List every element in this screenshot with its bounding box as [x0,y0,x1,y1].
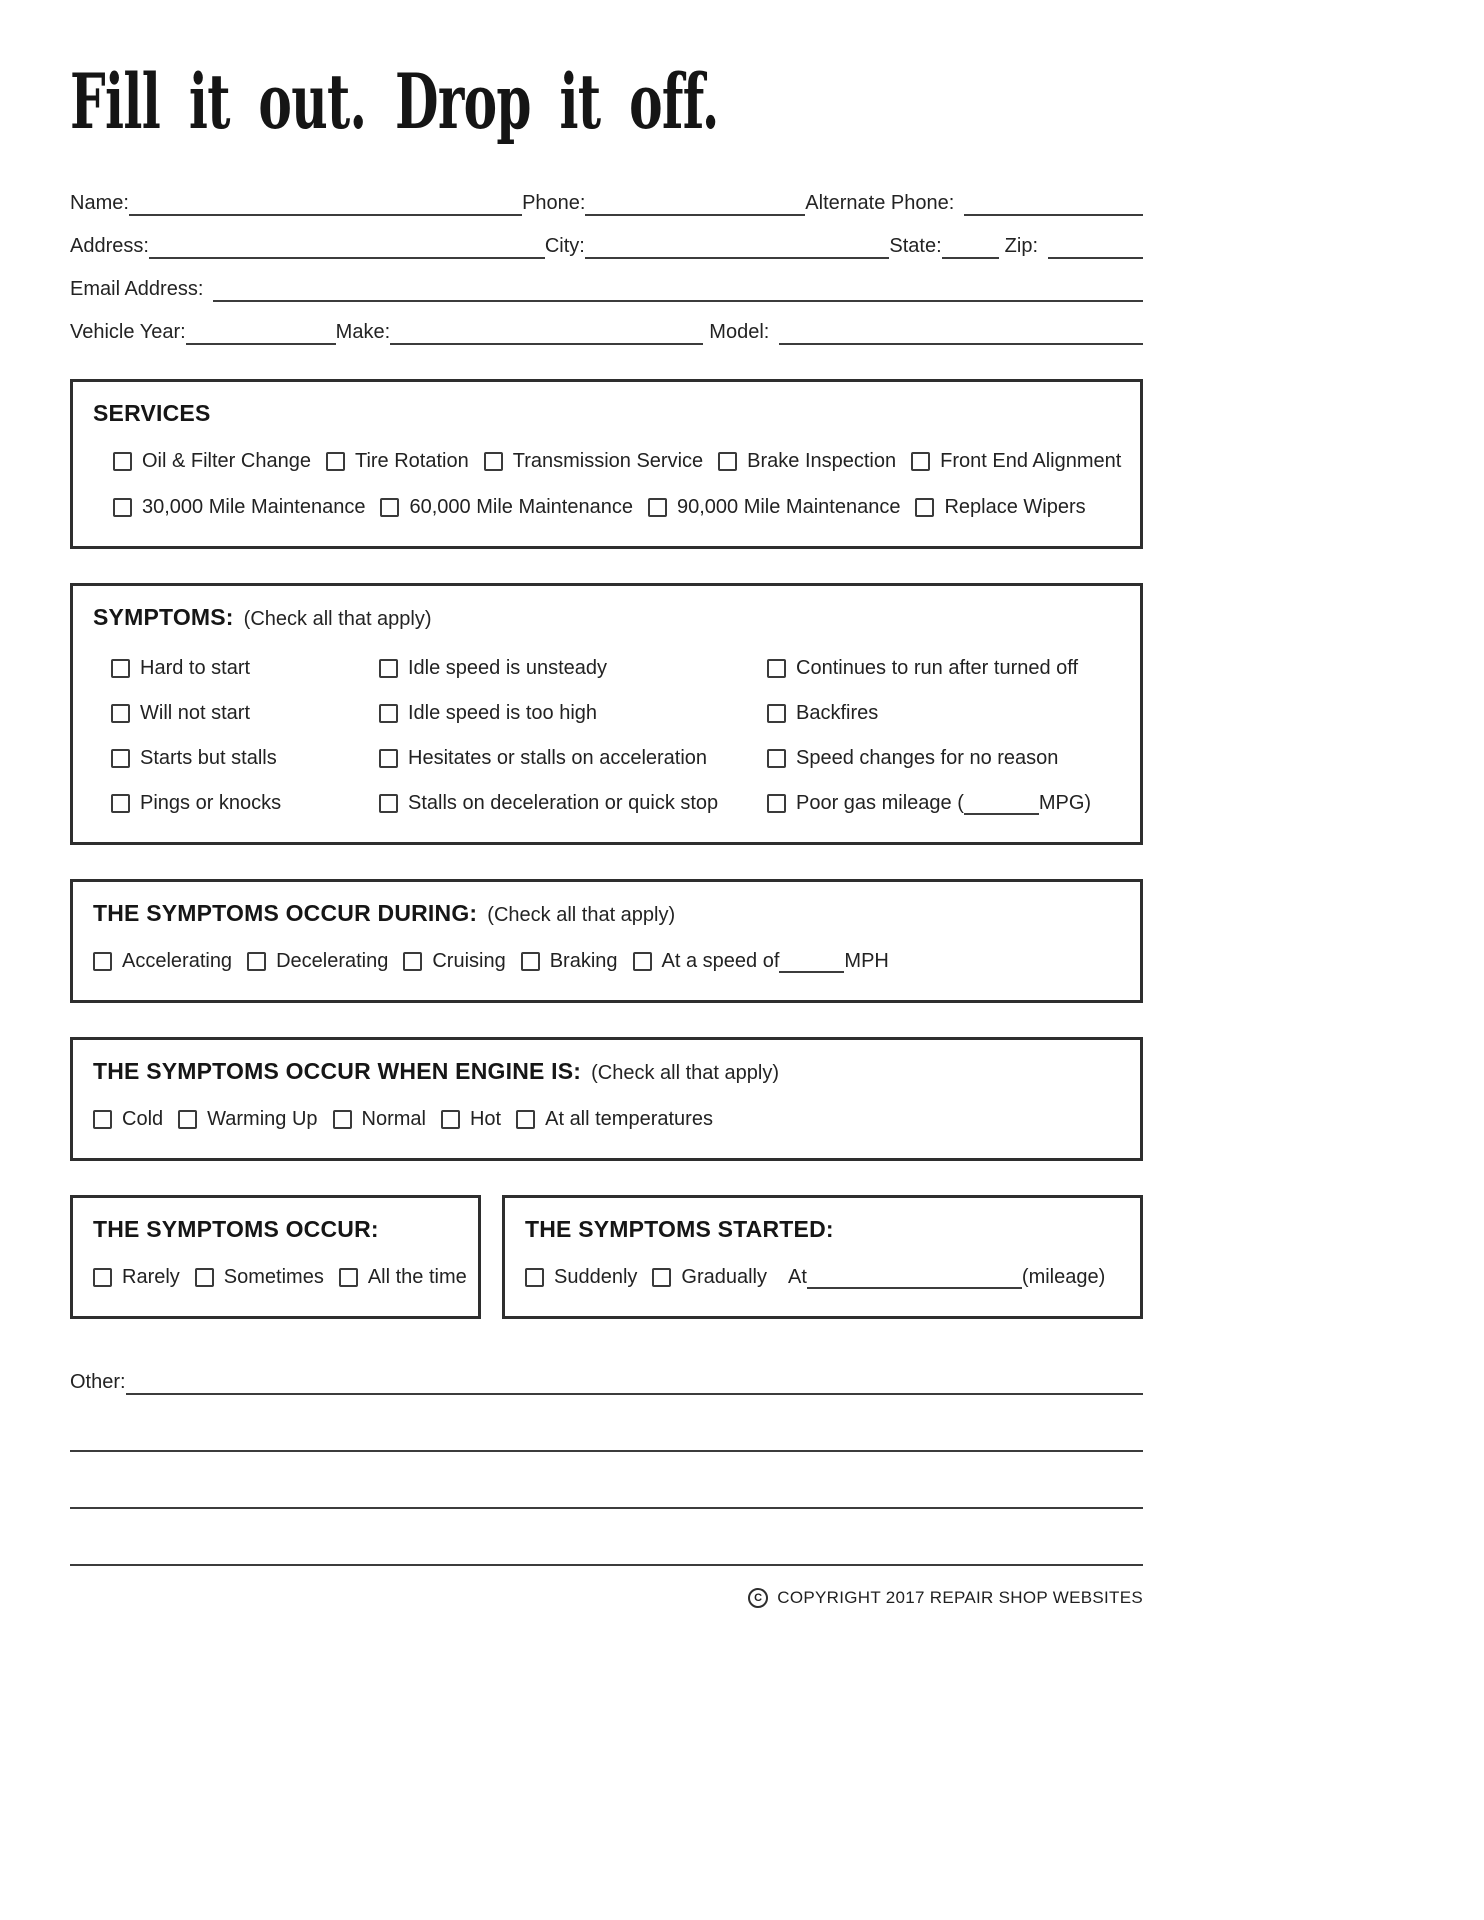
checkbox-icon[interactable] [648,498,667,517]
name-line[interactable] [129,190,522,216]
checkbox-label: All the time [367,1266,467,1288]
checkbox-label: Suddenly [554,1266,638,1288]
checkbox-will-not-start[interactable] [111,702,250,725]
zip-label: Zip: [1004,235,1038,257]
checkbox-suddenly[interactable] [525,1266,637,1289]
checkbox-backfires[interactable] [767,702,878,725]
form-page [70,0,1143,1608]
occur-during-note: (Check all that apply) [487,904,676,926]
checkbox-icon[interactable] [111,794,130,813]
checkbox-icon[interactable] [767,794,786,813]
alt-phone-label: Alternate Phone: [805,192,955,214]
checkbox-icon[interactable] [247,952,266,971]
checkbox-icon[interactable] [915,498,934,517]
checkbox-icon[interactable] [111,749,130,768]
city-line[interactable] [585,233,890,259]
make-label: Make: [335,321,391,343]
checkbox-idle-speed-too-high[interactable] [379,702,597,725]
checkbox-label: Will not start [140,702,251,724]
checkbox-tire-rotation[interactable] [326,450,469,473]
checkbox-icon[interactable] [525,1268,544,1287]
checkbox-hot[interactable] [441,1108,501,1131]
checkbox-cold[interactable] [93,1108,163,1131]
checkbox-icon[interactable] [767,659,786,678]
checkbox-icon[interactable] [113,452,132,471]
checkbox-at-a-speed-of[interactable] [633,950,889,973]
checkbox-speed-changes[interactable] [767,747,1058,770]
checkbox-decelerating[interactable] [247,950,388,973]
checkbox-label: Hard to start [140,657,251,679]
checkbox-at-all-temperatures[interactable] [516,1108,713,1131]
mileage-fill [788,1266,1105,1289]
checkbox-label: Decelerating [276,950,389,972]
checkbox-icon[interactable] [333,1110,352,1129]
email-label: Email Address: [70,278,204,300]
checkbox-icon[interactable] [767,749,786,768]
extra-line-1[interactable] [70,1450,1143,1452]
checkbox-label: Brake Inspection [747,450,897,472]
checkbox-brake-inspection[interactable] [718,450,896,473]
checkbox-icon[interactable] [195,1268,214,1287]
symptoms-note: (Check all that apply) [243,608,432,630]
checkbox-label: Cold [122,1108,164,1130]
checkbox-label: 90,000 Mile Maintenance [676,496,901,518]
make-line[interactable] [390,319,703,345]
checkbox-label: Pings or knocks [140,792,282,814]
footer-copyright [70,1588,1143,1608]
checkbox-accelerating[interactable] [93,950,232,973]
checkbox-label: Oil & Filter Change [142,450,311,472]
checkbox-label: Rarely [122,1266,180,1288]
checkbox-icon[interactable] [111,704,130,723]
checkbox-label: Stalls on deceleration or quick stop [408,792,719,814]
checkbox-poor-gas-mileage[interactable] [767,792,1091,815]
checkbox-sometimes[interactable] [195,1266,324,1289]
services-heading-text: SERVICES [93,400,211,426]
checkbox-icon[interactable] [379,659,398,678]
checkbox-60000-mile-maintenance[interactable] [380,496,632,519]
checkbox-label: Transmission Service [512,450,704,472]
alt-phone-line[interactable] [964,190,1143,216]
checkbox-label: Gradually [681,1266,768,1288]
checkbox-icon[interactable] [326,452,345,471]
occur-frequency-heading [93,1216,458,1243]
checkbox-cruising[interactable] [403,950,505,973]
checkbox-replace-wipers[interactable] [915,496,1085,519]
checkbox-gradually[interactable] [652,1266,767,1289]
symptoms-started-heading-text: THE SYMPTOMS STARTED: [525,1216,834,1242]
symptoms-started-heading [525,1216,1120,1243]
copyright-icon [748,1588,768,1608]
poor-gas-mileage-fill [796,792,1091,815]
checkbox-label: Tire Rotation [354,450,469,472]
checkbox-stalls-on-deceleration[interactable] [379,792,718,815]
checkbox-icon[interactable] [652,1268,671,1287]
checkbox-icon[interactable] [767,704,786,723]
contact-row-1 [70,186,1143,216]
contact-section [70,186,1143,345]
checkbox-all-the-time[interactable] [339,1266,467,1289]
checkbox-label: 60,000 Mile Maintenance [409,496,633,518]
occur-during-heading [93,900,1120,927]
occur-during-row [93,950,1120,973]
checkbox-rarely[interactable] [93,1266,180,1289]
symptoms-col-1 [111,657,379,815]
other-line[interactable] [126,1369,1143,1395]
zip-line[interactable] [1048,233,1143,259]
checkbox-transmission-service[interactable] [484,450,703,473]
checkbox-icon[interactable] [633,952,652,971]
contact-row-4 [70,315,1143,345]
checkbox-label: Hot [469,1108,502,1130]
checkbox-icon[interactable] [484,452,503,471]
checkbox-label: Poor gas mileage ( [796,792,964,814]
checkbox-starts-but-stalls[interactable] [111,747,277,770]
speed-fill [662,950,889,973]
model-line[interactable] [779,319,1143,345]
symptoms-started-row [525,1266,1120,1289]
checkbox-label: MPG) [1038,792,1092,814]
checkbox-label: Normal [361,1108,426,1130]
engine-heading [93,1058,1120,1085]
model-label: Model: [709,321,770,343]
checkbox-icon[interactable] [441,1110,460,1129]
checkbox-icon[interactable] [178,1110,197,1129]
checkbox-label: Starts but stalls [140,747,277,769]
checkbox-icon[interactable] [403,952,422,971]
checkbox-label: Front End Alignment [940,450,1122,472]
checkbox-icon[interactable] [379,794,398,813]
checkbox-icon[interactable] [521,952,540,971]
extra-line-2[interactable] [70,1507,1143,1509]
address-label: Address: [70,235,149,257]
checkbox-label: Cruising [432,950,506,972]
checkbox-icon[interactable] [113,498,132,517]
symptoms-heading [93,604,1120,631]
contact-row-3 [70,272,1143,302]
services-heading [93,400,1120,427]
checkbox-icon[interactable] [718,452,737,471]
page-title: Fill it out. Drop it off. [70,57,719,146]
checkbox-90000-mile-maintenance[interactable] [648,496,900,519]
checkbox-label: Backfires [796,702,879,724]
checkbox-front-end-alignment[interactable] [911,450,1121,473]
other-label: Other: [70,1371,126,1393]
address-line[interactable] [149,233,545,259]
city-label: City: [544,235,585,257]
checkbox-continues-to-run[interactable] [767,657,1078,680]
occur-frequency-row [93,1266,467,1289]
engine-section [70,1037,1143,1161]
occur-frequency-heading-text: THE SYMPTOMS OCCUR: [93,1216,379,1242]
occur-during-heading-text: THE SYMPTOMS OCCUR DURING: [93,900,478,926]
checkbox-30000-mile-maintenance[interactable] [113,496,365,519]
services-row-1 [113,450,1120,473]
state-label: State: [889,235,942,257]
vehicle-year-label: Vehicle Year: [70,321,186,343]
checkbox-label: MPH [844,950,889,972]
checkbox-icon[interactable] [380,498,399,517]
occur-during-section [70,879,1143,1003]
checkbox-hesitates-on-acceleration[interactable] [379,747,707,770]
symptoms-columns [111,657,1120,815]
services-row-2 [113,496,1120,519]
phone-label: Phone: [522,192,586,214]
checkbox-braking[interactable] [521,950,618,973]
checkbox-icon[interactable] [339,1268,358,1287]
checkbox-icon[interactable] [93,1268,112,1287]
contact-row-2 [70,229,1143,259]
checkbox-icon[interactable] [93,1110,112,1129]
checkbox-icon[interactable] [93,952,112,971]
checkbox-hard-to-start[interactable] [111,657,250,680]
engine-row [93,1108,1120,1131]
symptoms-started-section [502,1195,1143,1319]
email-line[interactable] [213,276,1143,302]
checkbox-normal[interactable] [333,1108,426,1131]
mpg-line[interactable] [964,792,1039,815]
checkbox-label: Continues to run after turned off [796,657,1079,679]
checkbox-label: Replace Wipers [944,496,1086,518]
name-label: Name: [70,192,129,214]
other-section [70,1365,1143,1395]
checkbox-label: Warming Up [207,1108,318,1130]
mileage-suffix-label: (mileage) [1021,1266,1106,1288]
checkbox-oil-filter-change[interactable] [113,450,311,473]
engine-heading-text: THE SYMPTOMS OCCUR WHEN ENGINE IS: [93,1058,582,1084]
checkbox-icon[interactable] [111,659,130,678]
services-section [70,379,1143,549]
mileage-at-label: At [788,1266,807,1288]
checkbox-label: Accelerating [122,950,233,972]
checkbox-label: Idle speed is unsteady [408,657,608,679]
copyright-symbol-letter: C [754,1592,763,1604]
checkbox-label: Hesitates or stalls on acceleration [408,747,708,769]
state-line[interactable] [942,233,999,259]
speed-line[interactable] [779,950,844,973]
symptoms-col-2 [379,657,767,815]
checkbox-label: Braking [549,950,618,972]
checkbox-icon[interactable] [379,704,398,723]
checkbox-icon[interactable] [379,749,398,768]
checkbox-idle-speed-unsteady[interactable] [379,657,607,680]
copyright-text: COPYRIGHT 2017 REPAIR SHOP WEBSITES [777,1588,1143,1607]
checkbox-pings-or-knocks[interactable] [111,792,281,815]
engine-note: (Check all that apply) [591,1062,780,1084]
checkbox-warming-up[interactable] [178,1108,317,1131]
mileage-line[interactable] [807,1266,1022,1289]
symptoms-heading-text: SYMPTOMS: [93,604,234,630]
checkbox-label: Sometimes [223,1266,324,1288]
checkbox-icon[interactable] [911,452,930,471]
bottom-boxes [70,1195,1143,1319]
checkbox-label: Speed changes for no reason [796,747,1059,769]
checkbox-label: Idle speed is too high [408,702,598,724]
symptoms-section [70,583,1143,845]
occur-frequency-section [70,1195,481,1319]
checkbox-label: At all temperatures [545,1108,713,1130]
vehicle-year-line[interactable] [186,319,336,345]
symptoms-col-3 [767,657,1120,815]
checkbox-label: At a speed of [661,950,780,972]
phone-line[interactable] [585,190,805,216]
checkbox-icon[interactable] [516,1110,535,1129]
checkbox-label: 30,000 Mile Maintenance [142,496,366,518]
extra-line-3[interactable] [70,1564,1143,1566]
